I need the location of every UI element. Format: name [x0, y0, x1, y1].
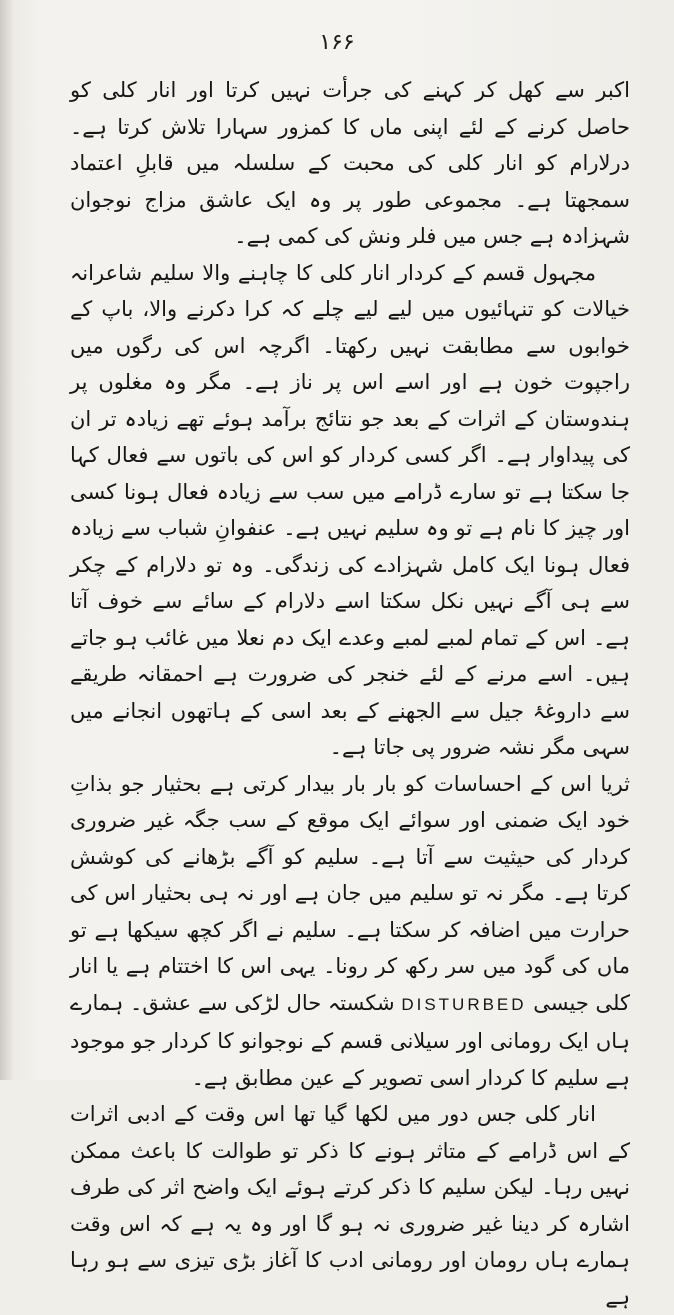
page-body — [70, 72, 630, 1315]
paragraph-text: ثریا اس کے احساسات کو بار بار بیدار کرتی ہے بحثیار جو بذاتِ خود ایک ضمنی اور سوائے ایک موقع کے سب جگہ غیر ضروری کردار کی حیثیت سے آتا ہے۔ سلیم کو آگے بڑھانے کی کوشش کرتا ہے۔ مگر نہ تو سلیم میں جان ہے اور نہ ہی بحثیار اس کی حرارت میں اضافہ کر سکتا ہے۔ سلیم نے اگر کچھ سیکھا ہے تو ماں کی گود میں سر رکھ کر رونا۔ یہی اس کا اختتام ہے یا انار کلی جیسی — [70, 771, 630, 1015]
paragraph-3 — [70, 766, 630, 1097]
paragraph-text: مجہول قسم کے کردار انار کلی کا چاہنے والا سلیم شاعرانہ خیالات کو تنہائیوں میں لیے لیے چلے کہ کرا دکرنے والا، باپ کے خوابوں سے مطابقت نہیں رکھتا۔ اگرچہ اس کی رگوں میں راجپوت خون ہے اور اسے اس پر ناز ہے۔ مگر وہ مغلوں پر ہندوستان کے اثرات کے بعد جو نتائج برآمد ہوئے تھے زیادہ تر ان کی پیداوار ہے۔ اگر کسی کردار کو اس کی باتوں سے فعال کہا جا سکتا ہے تو سارے ڈرامے میں سب سے زیادہ فعال ہونا کسی اور چیز کا نام ہے تو وہ سلیم نہیں ہے۔ عنفوانِ شباب سے زیادہ فعال ہونا ایک کامل شہزادے کی زندگی۔ وہ تو دلارام کے چکر سے ہی آگے نہیں نکل سکتا اسے دلارام کے سائے سے خوف آتا ہے۔ اس کے تمام لمبے لمبے وعدے ایک دم نعلا میں غائب ہو جاتے ہیں۔ اسے مرنے کے لئے خنجر کی ضرورت ہے احمقانہ طریقے سے داروغۂ جیل سے الجھنے کے بعد اسی کے ہاتھوں انجانے میں سہی مگر نشہ ضرور پی جاتا ہے۔ — [70, 260, 630, 759]
paragraph-1 — [70, 72, 630, 255]
english-word-disturbed: DISTURBED — [401, 994, 527, 1014]
paragraph-text: شکستہ حال لڑکی سے عشق۔ ہمارے ہاں ایک رومانی اور سیلانی قسم کے نوجوانو کا کردار جو موجود ہے سلیم کا کردار اسی تصویر کے عین مطابق ہے۔ — [70, 990, 630, 1090]
paragraph-2 — [70, 255, 630, 766]
paragraph-text: اکبر سے کھل کر کہنے کی جرأت نہیں کرتا اور انار کلی کو حاصل کرنے کے لئے اپنی ماں کا کمزور سہارا تلاش کرتا ہے۔ درلارام کو انار کلی کی محبت کے سلسلہ میں قابلِ اعتماد سمجھتا ہے۔ مجموعی طور پر وہ ایک عاشق مزاج نوجوان شہزادہ ہے جس میں فلر ونش کی کمی ہے۔ — [70, 78, 630, 248]
page-gutter-shadow — [0, 0, 14, 1080]
paragraph-4 — [70, 1096, 630, 1315]
paragraph-text: انار کلی جس دور میں لکھا گیا تھا اس وقت کے ادبی اثرات کے اس ڈرامے کے متاثر ہونے کا ذکر تو طوالت کا باعث ممکن نہیں رہا۔ لیکن سلیم کا ذکر کرتے ہوئے ایک واضح اثر کی طرف اشارہ کر دینا غیر ضروری نہ ہو گا اور وہ یہ ہے کہ اس وقت ہمارے ہاں رومان اور رومانی ادب کا آغاز بڑی تیزی سے ہو رہا ہے — [70, 1102, 630, 1309]
page-number: ۱۶۶ — [319, 30, 355, 55]
